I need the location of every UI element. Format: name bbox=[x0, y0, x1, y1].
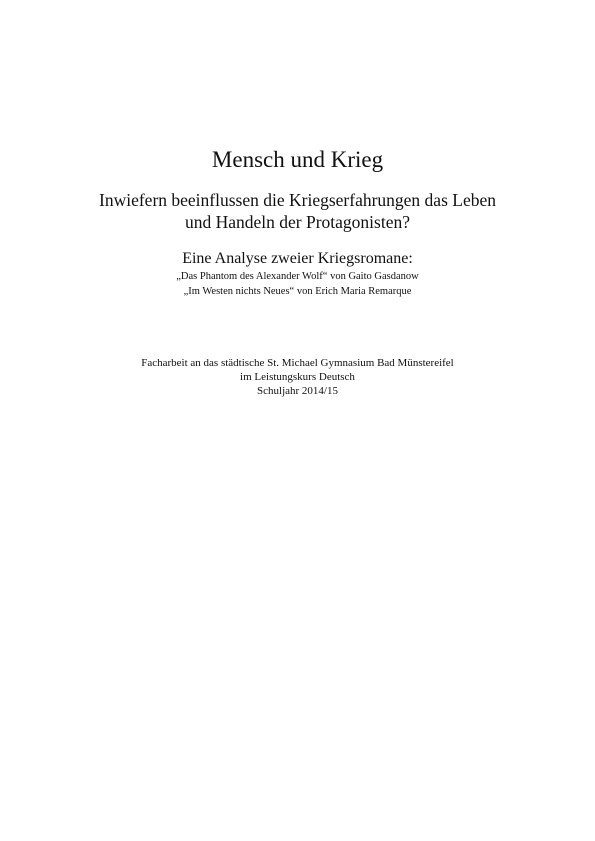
novel-item-alexander-wolf: „Das Phantom des Alexander Wolf“ von Gaito Gasdanow bbox=[176, 271, 419, 282]
document-title: Mensch und Krieg bbox=[211, 147, 384, 172]
submission-info: Facharbeit an das städtische St. Michael Gymnasium Bad Münstereifel bbox=[141, 357, 454, 369]
research-question-line-1: Inwiefern beeinflussen die Kriegserfahrungen das Leben bbox=[99, 190, 496, 210]
school-year: Schuljahr 2014/15 bbox=[257, 385, 338, 397]
research-question-line-2: und Handeln der Protagonisten? bbox=[184, 212, 410, 232]
analysis-heading: Eine Analyse zweier Kriegsromane: bbox=[182, 250, 413, 267]
novel-item-im-westen: „Im Westen nichts Neues“ von Erich Maria Remarque bbox=[183, 286, 412, 297]
course-info: im Leistungskurs Deutsch bbox=[240, 371, 355, 383]
